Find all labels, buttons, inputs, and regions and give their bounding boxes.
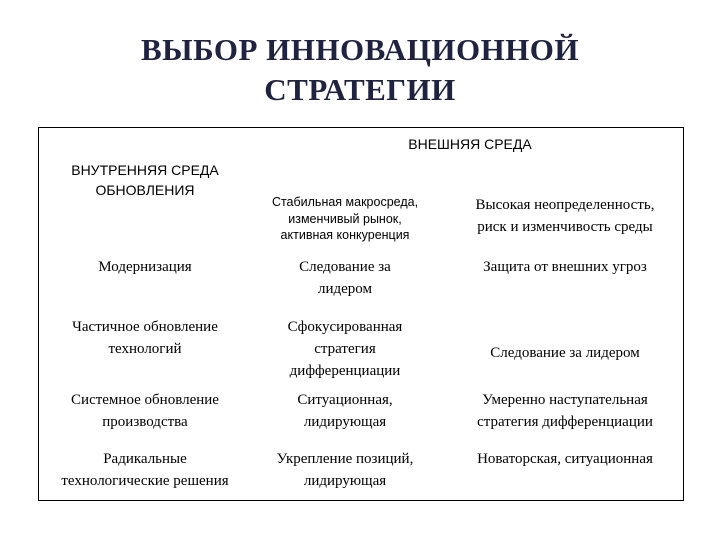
internal-header-line-1: ВНУТРЕННЯЯ СРЕДА bbox=[71, 162, 219, 178]
row-label-line-1: Модернизация bbox=[98, 259, 192, 275]
table-cell-r4-c1 bbox=[255, 448, 435, 492]
cell-line-1: Новаторская, ситуационная bbox=[477, 451, 653, 467]
cell-line-2: лидирующая bbox=[303, 473, 387, 489]
column-header-line-3: активная конкуренция bbox=[280, 228, 410, 242]
cell-line-1: Укрепление позиций, bbox=[276, 451, 414, 467]
table-cell-r3-c2 bbox=[445, 389, 685, 433]
row-label-system-update bbox=[40, 389, 250, 433]
title-line-2: СТРАТЕГИИ bbox=[264, 72, 456, 107]
cell-line-3: дифференциации bbox=[289, 363, 401, 379]
row-label-modernization bbox=[40, 256, 250, 278]
cell-line-2: стратегия bbox=[314, 341, 376, 357]
column-header-stable-macro bbox=[255, 194, 435, 244]
cell-line-2: лидером bbox=[317, 281, 372, 297]
table-cell-r1-c1 bbox=[255, 256, 435, 300]
row-label-radical-solutions bbox=[40, 448, 250, 492]
internal-environment-header bbox=[40, 160, 250, 200]
table-cell-r2-c1 bbox=[255, 316, 435, 382]
external-environment-header: ВНЕШНЯЯ СРЕДА bbox=[408, 136, 532, 152]
title-line-1: ВЫБОР ИННОВАЦИОННОЙ bbox=[140, 32, 580, 67]
row-label-line-2: технологические решения bbox=[61, 473, 229, 489]
cell-line-1: Следование за bbox=[299, 259, 391, 275]
column-header-line-2: риск и изменчивость среды bbox=[477, 219, 653, 235]
table-cell-r4-c2 bbox=[445, 448, 685, 470]
cell-line-1: Сфокусированная bbox=[287, 319, 403, 335]
internal-header-line-2: ОБНОВЛЕНИЯ bbox=[95, 182, 195, 198]
cell-line-1: Умеренно наступательная bbox=[482, 392, 648, 408]
table-cell-r3-c1 bbox=[255, 389, 435, 433]
column-header-line-1: Высокая неопределенность, bbox=[475, 197, 655, 213]
cell-line-1: Ситуационная, bbox=[297, 392, 393, 408]
row-label-line-1: Системное обновление bbox=[71, 392, 219, 408]
row-label-line-2: технологий bbox=[108, 341, 182, 357]
column-header-high-uncertainty bbox=[445, 194, 685, 238]
table-cell-r2-c2 bbox=[445, 342, 685, 364]
row-label-partial-update bbox=[40, 316, 250, 360]
column-header-line-1: Стабильная макросреда, bbox=[271, 195, 419, 209]
cell-line-2: стратегия дифференциации bbox=[477, 414, 653, 430]
row-label-line-2: производства bbox=[102, 414, 188, 430]
cell-line-2: лидирующая bbox=[303, 414, 387, 430]
table-cell-r1-c2 bbox=[445, 256, 685, 278]
cell-line-1: Защита от внешних угроз bbox=[483, 259, 647, 275]
column-header-line-2: изменчивый рынок, bbox=[288, 211, 402, 226]
cell-line-1: Следование за лидером bbox=[490, 345, 640, 361]
page-title bbox=[0, 30, 720, 110]
row-label-line-1: Частичное обновление bbox=[72, 319, 218, 335]
row-label-line-1: Радикальные bbox=[103, 451, 187, 467]
